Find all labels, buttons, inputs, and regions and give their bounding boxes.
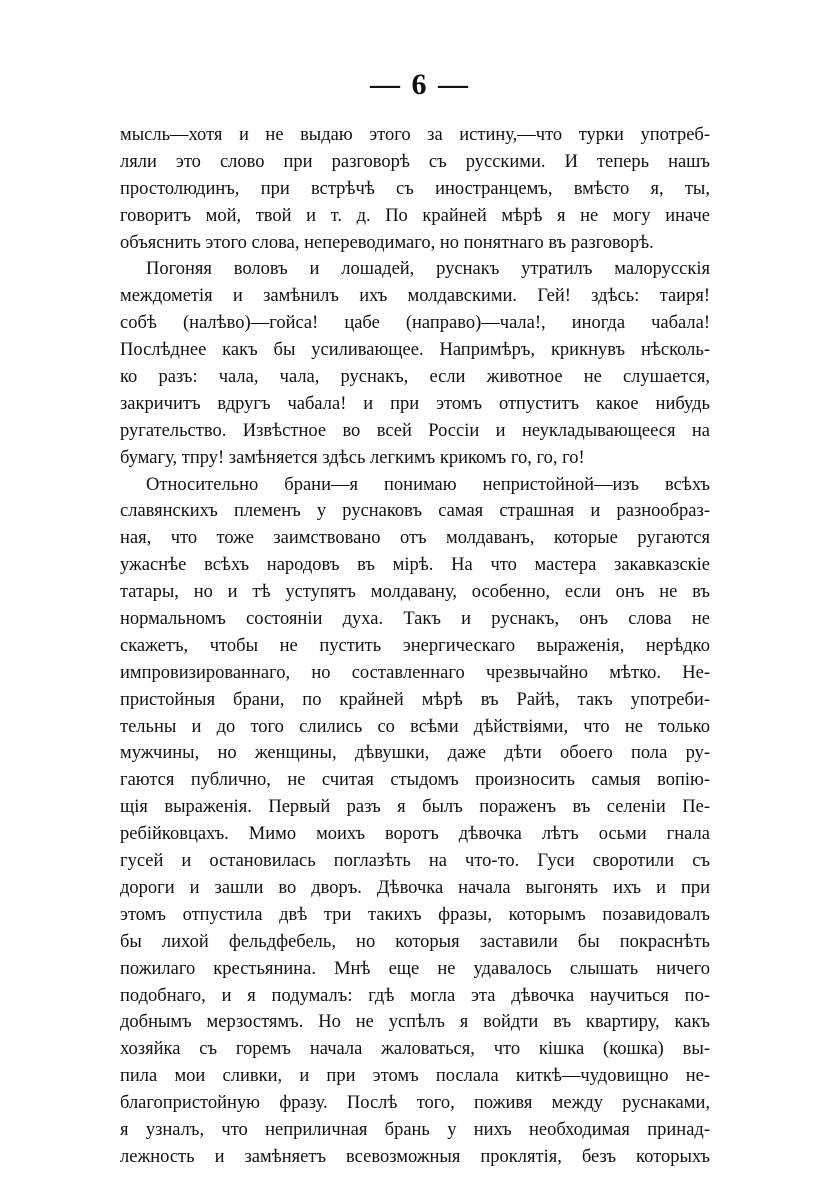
text-line: говоритъ мой, твой и т. д. По крайней мѣрѣ я не могу иначе xyxy=(120,205,710,226)
text-line: закричитъ вдругъ чабала! и при этомъ отпуститъ какое нибудь xyxy=(120,393,710,414)
text-line: междометія и замѣнилъ ихъ молдавскими. Гей! здѣсь: таиря! xyxy=(120,286,710,307)
text-line: пожилаго крестьянина. Мнѣ еще не удавалось слышать ничего xyxy=(120,958,710,979)
text-line: пила мои сливки, и при этомъ послала киткѣ—чудовищно не- xyxy=(120,1066,710,1087)
text-line: татары, но и тѣ уступятъ молдавану, особенно, если онъ не въ xyxy=(120,582,710,603)
text-line: добнымъ мерзостямъ. Но не успѣлъ я войдти въ квартиру, какъ xyxy=(120,1012,710,1033)
body-text xyxy=(120,122,710,1171)
text-line: тельны и до того слились со всѣми дѣйствіями, что не только xyxy=(120,716,710,737)
text-line: лежность и замѣняетъ всевозможныя проклятія, безъ которыхъ xyxy=(120,1146,710,1167)
text-line: Относительно брани—я понимаю непристойной—изъ всѣхъ xyxy=(146,474,710,495)
text-line: пристойныя брани, по крайней мѣрѣ въ Райѣ, такъ употреби- xyxy=(120,689,710,710)
text-line: ругательство. Извѣстное во всей Россіи и неукладывающееся на xyxy=(120,420,710,441)
text-line: Послѣднее какъ бы усиливающее. Напримѣръ, крикнувъ нѣсколь- xyxy=(120,340,710,361)
text-line: импровизированнаго, но составленнаго чрезвычайно мѣтко. Не- xyxy=(120,662,710,683)
text-line: скажетъ, чтобы не пустить энергическаго выраженія, нерѣдко xyxy=(120,635,710,656)
text-line: дороги и зашли во дворъ. Дѣвочка начала выгонять ихъ и при xyxy=(120,877,710,898)
text-line: мужчины, но женщины, дѣвушки, даже дѣти обоего пола ру- xyxy=(120,743,710,764)
text-line: хозяйка съ горемъ начала жаловаться, что кішка (кошка) вы- xyxy=(120,1039,710,1060)
text-line: мысль—хотя и не выдаю этого за истину,—что турки употреб- xyxy=(120,125,710,145)
text-line: ная, что тоже заимствовано отъ молдаванъ, которые ругаются xyxy=(120,528,710,549)
text-line: гаются публично, не считая стыдомъ произносить самыя вопію- xyxy=(120,770,710,791)
text-line: ко разъ: чала, чала, руснакъ, если животное не слушается, xyxy=(120,367,710,388)
text-line: бы лихой фельдфебель, но которыя заставили бы покраснѣть xyxy=(120,931,710,952)
text-line: я узналъ, что неприличная брань у нихъ необходимая принад- xyxy=(120,1119,710,1140)
text-line: благопристойную фразу. Послѣ того, поживя между руснаками, xyxy=(120,1093,710,1114)
text-line: щія выраженія. Первый разъ я былъ пораженъ въ селеніи Пе- xyxy=(120,797,710,818)
text-line: простолюдинъ, при встрѣчѣ съ иностранцемъ, вмѣсто я, ты, xyxy=(120,178,710,199)
text-line: ляли это слово при разговорѣ съ русскими. И теперь нашъ xyxy=(120,151,710,172)
text-line: бумагу, тпру! замѣняется здѣсь легкимъ крикомъ го, го, го! xyxy=(120,447,585,468)
text-line: ужаснѣе всѣхъ народовъ въ мірѣ. На что мастера закавказскіе xyxy=(120,555,710,576)
text-line: подобнаго, и я подумалъ: гдѣ могла эта дѣвочка научиться по- xyxy=(120,985,710,1006)
text-line: ребійковцахъ. Мимо моихъ воротъ дѣвочка лѣтъ осьми гнала xyxy=(120,824,710,845)
text-line: нормальномъ состояніи духа. Такъ и руснакъ, онъ слова не xyxy=(120,609,710,630)
text-line: гусей и остановилась поглазѣть на что-то. Гуси своротили съ xyxy=(120,851,710,872)
page-number: — 6 — xyxy=(370,68,470,101)
text-line: этомъ отпустила двѣ три такихъ фразы, которымъ позавидовалъ xyxy=(120,904,710,925)
text-line: Погоняя воловъ и лошадей, руснакъ утратилъ малорусскія xyxy=(146,259,710,280)
text-line: славянскихъ племенъ у руснаковъ самая страшная и разнообраз- xyxy=(120,501,710,522)
text-line: собѣ (налѣво)—гойса! цабе (направо)—чала!, иногда чабала! xyxy=(120,313,710,334)
text-line: объяснить этого слова, непереводимаго, но понятнаго въ разговорѣ. xyxy=(120,232,654,253)
